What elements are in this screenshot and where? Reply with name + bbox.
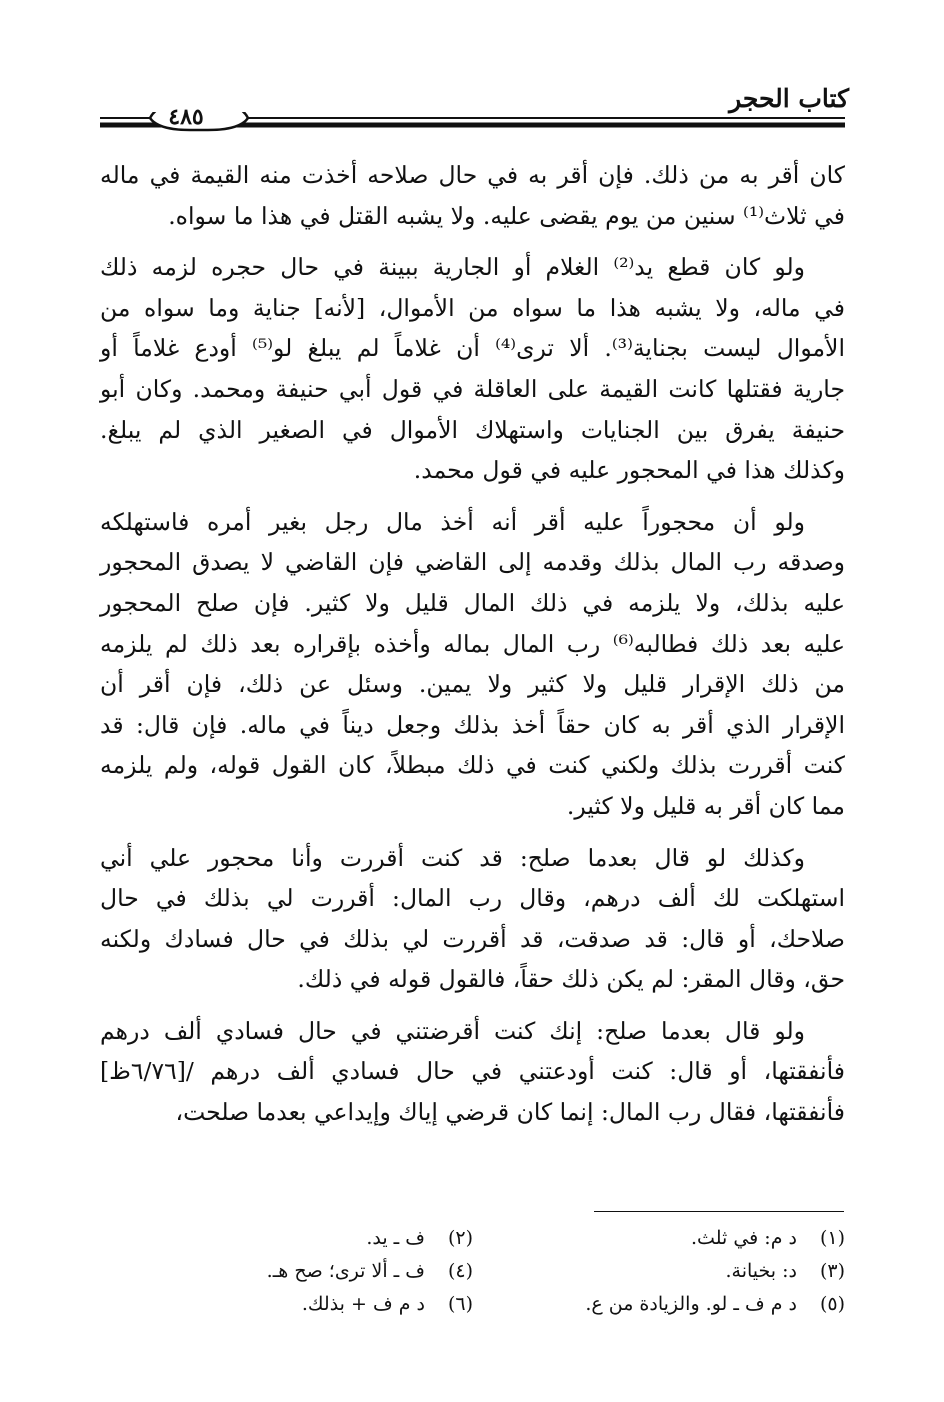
footnote-text: ف ـ ألا ترى؛ صح هـ. bbox=[266, 1260, 431, 1282]
footnote bbox=[473, 1288, 845, 1321]
text-line: كنت أقررت بذلك ولكني كنت في ذلك مبطلاً، كان القول قوله، ولم يلزمه bbox=[100, 751, 845, 780]
book-title: كتاب الحجر bbox=[729, 84, 849, 113]
page-header bbox=[0, 0, 944, 140]
text-line: حنيفة يفرق بين الجنايات واستهلاك الأموال في الصغير الذي لم يبلغ. bbox=[100, 415, 845, 444]
text-line: مما كان أقر به قليل ولا كثير. bbox=[566, 791, 845, 820]
footnotes bbox=[100, 1222, 845, 1321]
paragraph bbox=[100, 838, 845, 1000]
text-line: ولو أن محجوراً عليه أقر أنه أخذ مال رجل بغير أمره فاستهلكه bbox=[100, 507, 805, 536]
text-line: في ماله، ولا يشبه هذا ما سواه من الأموال، [لأنه] جناية وما سواه من bbox=[100, 293, 845, 322]
text-line: صلاحك، أو قال: قد صدقت، قد أقررت لي بذلك في حال فسادك ولكنه bbox=[100, 924, 845, 953]
footnote-row bbox=[100, 1222, 845, 1255]
footnote-text: د: بخيانة. bbox=[725, 1260, 803, 1282]
footnote-number: (٤) bbox=[447, 1260, 473, 1282]
footnote-number: (٣) bbox=[819, 1260, 845, 1282]
text-line: ولو قال بعدما صلح: إنك كنت أقرضتني في حال فسادي ألف درهم bbox=[100, 1016, 805, 1045]
footnote bbox=[101, 1255, 473, 1288]
footnote bbox=[101, 1288, 473, 1321]
text-line: جارية فقتلها كانت القيمة على العاقلة في قول أبي حنيفة ومحمد. وكان أبو bbox=[100, 374, 845, 403]
text-line: كان أقر به من ذلك. فإن أقر به في حال صلاحه أخذت منه القيمة في ماله bbox=[100, 161, 845, 189]
text-line: من ذلك الإقرار قليل ولا كثير ولا يمين. وسئل عن ذلك، فإن أقر أن bbox=[100, 670, 845, 699]
footnote bbox=[101, 1222, 473, 1255]
paragraph bbox=[100, 502, 845, 827]
text-line: فأنفقتها، أو قال: كنت أودعتني في حال فسادي ألف درهم /[٦/٧٦ظ] bbox=[100, 1057, 845, 1086]
main-text bbox=[100, 155, 845, 1144]
footnote-row bbox=[100, 1288, 845, 1321]
footnote-text: د م ف + بذلك. bbox=[301, 1293, 431, 1315]
text-line: في ثلاث⁽¹⁾ سنين من يوم يقضى عليه. ولا يشبه القتل في هذا ما سواه. bbox=[168, 201, 845, 230]
text-line: حق، وقال المقر: لم يكن ذلك حقاً، فالقول قوله في ذلك. bbox=[297, 965, 845, 994]
text-line: ولو كان قطع يد⁽²⁾ الغلام أو الجارية ببينة في حال حجره لزمه ذلك bbox=[100, 253, 805, 282]
text-line: عليه بعد ذلك فطالبه⁽⁶⁾ رب المال بماله وأخذه بإقراره بعد ذلك لم يلزمه bbox=[100, 629, 845, 658]
text-line: الأموال ليست بجناية⁽³⁾. ألا ترى⁽⁴⁾ أن غلاماً لم يبلغ لو⁽⁵⁾ أودع غلاماً أو bbox=[100, 334, 845, 363]
text-line: وكذلك هذا في المحجور عليه في قول محمد. bbox=[413, 456, 845, 485]
footnote-text: د م: في ثلث. bbox=[691, 1227, 803, 1249]
footnote-text: ف ـ يد. bbox=[366, 1227, 431, 1249]
footnote-number: (٢) bbox=[447, 1227, 473, 1249]
page-number: ٤٨٥ bbox=[168, 104, 204, 130]
text-line: فأنفقتها، فقال رب المال: إنما كان قرضي إياك وإيداعي بعدما صلحت، bbox=[175, 1098, 845, 1127]
footnote-number: (١) bbox=[819, 1227, 845, 1249]
text-line: الإقرار الذي أقر به كان حقاً أخذ بذلك وجعل ديناً في ماله. فإن قال: قد bbox=[100, 710, 845, 739]
paragraph bbox=[100, 247, 845, 491]
text-line: عليه بذلك، ولا يلزمه في ذلك المال قليل ولا كثير. فإن صلح المحجور bbox=[100, 588, 845, 617]
footnote-text: د م ف ـ لو. والزيادة من ع. bbox=[585, 1293, 803, 1315]
footnote-row bbox=[100, 1255, 845, 1288]
footnote-number: (٦) bbox=[447, 1293, 473, 1315]
text-line: وصدقه رب المال بذلك وقدمه إلى القاضي فإن القاضي لا يصدق المحجور bbox=[100, 548, 845, 577]
paragraph bbox=[100, 155, 845, 236]
paragraph bbox=[100, 1011, 845, 1133]
footnote-number: (٥) bbox=[819, 1293, 845, 1315]
footnote-separator bbox=[594, 1211, 844, 1212]
text-line: استهلكت لك ألف درهم، وقال رب المال: أقررت لي بذلك في حال bbox=[100, 884, 845, 913]
footnote bbox=[473, 1222, 845, 1255]
text-line: وكذلك لو قال بعدما صلح: قد كنت أقررت وأنا محجور علي أني bbox=[100, 843, 805, 872]
footnote bbox=[473, 1255, 845, 1288]
